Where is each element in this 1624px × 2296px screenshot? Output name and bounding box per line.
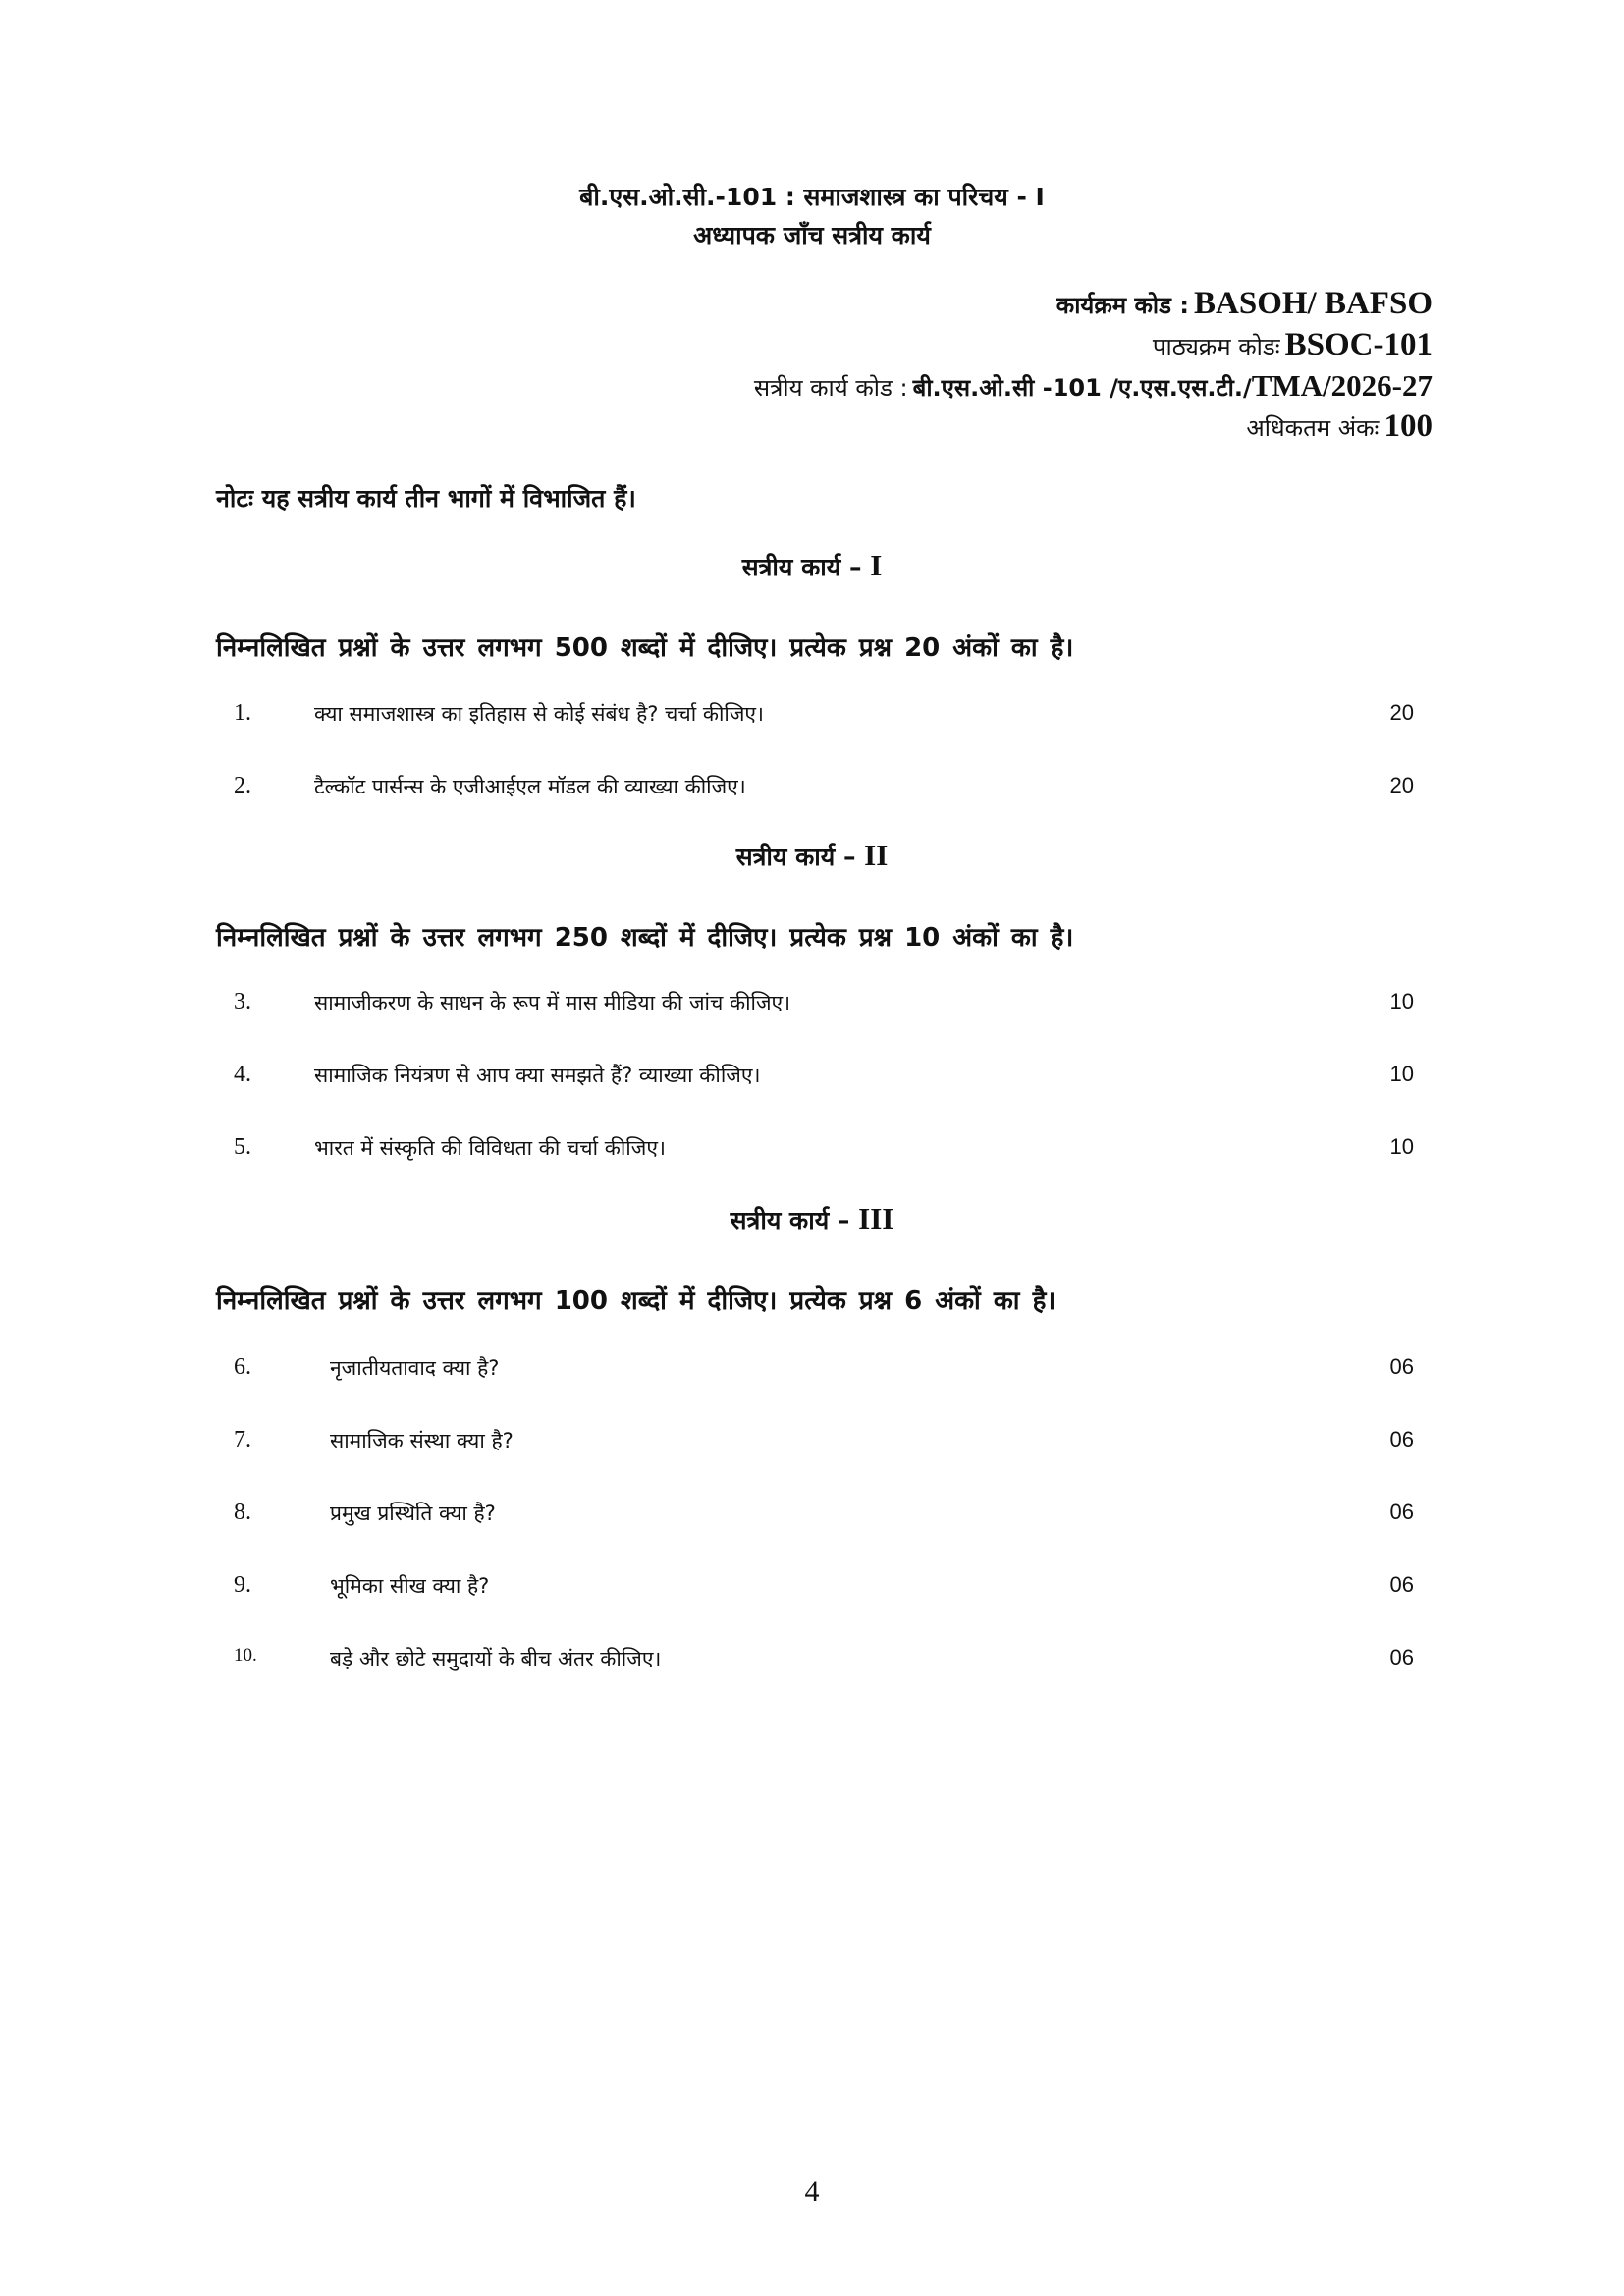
question-number: 9. bbox=[234, 1572, 251, 1598]
note-text: नोटः यह सत्रीय कार्य तीन भागों में विभाजित हैं। bbox=[216, 484, 636, 513]
question-text: बड़े और छोटे समुदायों के बीच अंतर कीजिए। bbox=[330, 1647, 662, 1670]
max-marks-value: 100 bbox=[1383, 409, 1433, 444]
question-marks: 06 bbox=[1389, 1645, 1414, 1669]
section-instruction-1: निम्नलिखित प्रश्नों के उत्तर लगभग 500 शब्दों में दीजिए। प्रत्येक प्रश्न 20 अंकों का है। bbox=[216, 633, 1074, 663]
question-marks: 06 bbox=[1389, 1354, 1414, 1379]
section-heading-label: सत्रीय कार्य – bbox=[735, 843, 856, 871]
section-heading-label: सत्रीय कार्य – bbox=[741, 553, 862, 581]
question-number: 4. bbox=[234, 1062, 251, 1087]
question-number: 6. bbox=[234, 1354, 251, 1380]
section-heading-2 bbox=[0, 838, 1624, 873]
question-number: 2. bbox=[234, 773, 251, 798]
question-text: टैल्कॉट पार्सन्स के एजीआईएल मॉडल की व्याख्या कीजिए। bbox=[314, 775, 746, 798]
question-text: सामाजीकरण के साधन के रूप में मास मीडिया की जांच कीजिए। bbox=[314, 991, 791, 1014]
question-marks: 10 bbox=[1389, 1062, 1414, 1086]
question-marks: 10 bbox=[1389, 1134, 1414, 1159]
question-number: 10. bbox=[234, 1645, 257, 1666]
course-code-value: BSOC-101 bbox=[1284, 327, 1433, 362]
section-numeral: II bbox=[864, 838, 889, 872]
programme-code-value: BASOH/ BAFSO bbox=[1194, 286, 1433, 321]
programme-code bbox=[1056, 286, 1433, 322]
section-numeral: III bbox=[858, 1201, 894, 1235]
question-marks: 20 bbox=[1389, 773, 1414, 797]
section-heading-3 bbox=[0, 1201, 1624, 1236]
assignment-code-label: सत्रीय कार्य कोड : bbox=[753, 374, 908, 402]
assignment-code-value-latin: TMA/2026-27 bbox=[1251, 368, 1433, 403]
question-number: 3. bbox=[234, 989, 251, 1014]
question-text: भूमिका सीख क्या है? bbox=[330, 1574, 490, 1598]
max-marks-label: अधिकतम अंकः bbox=[1246, 414, 1380, 442]
course-code bbox=[1153, 327, 1433, 363]
question-marks: 06 bbox=[1389, 1500, 1414, 1524]
question-text: क्या समाजशास्त्र का इतिहास से कोई संबंध है? चर्चा कीजिए। bbox=[314, 702, 765, 726]
page-number: 4 bbox=[804, 2175, 820, 2208]
document-subtitle: अध्यापक जाँच सत्रीय कार्य bbox=[693, 221, 931, 249]
section-instruction-3: निम्नलिखित प्रश्नों के उत्तर लगभग 100 शब्दों में दीजिए। प्रत्येक प्रश्न 6 अंकों का है। bbox=[216, 1286, 1056, 1316]
question-text: भारत में संस्कृति की विविधता की चर्चा कीजिए। bbox=[314, 1136, 666, 1160]
course-code-label: पाठ्यक्रम कोडः bbox=[1152, 333, 1280, 360]
question-marks: 06 bbox=[1389, 1427, 1414, 1451]
section-instruction-2: निम्नलिखित प्रश्नों के उत्तर लगभग 250 शब्दों में दीजिए। प्रत्येक प्रश्न 10 अंकों का है। bbox=[216, 923, 1074, 953]
section-heading-1 bbox=[0, 548, 1624, 583]
max-marks bbox=[1246, 409, 1433, 445]
question-text: सामाजिक नियंत्रण से आप क्या समझते हैं? व्याख्या कीजिए। bbox=[314, 1064, 761, 1087]
document-title: बी.एस.ओ.सी.-101 : समाजशास्त्र का परिचय - I bbox=[579, 183, 1045, 211]
section-numeral: I bbox=[870, 548, 883, 582]
question-number: 5. bbox=[234, 1134, 251, 1160]
question-text: सामाजिक संस्था क्या है? bbox=[330, 1429, 514, 1452]
section-heading-label: सत्रीय कार्य – bbox=[730, 1206, 850, 1234]
assignment-code bbox=[754, 368, 1433, 404]
question-text: प्रमुख प्रस्थिति क्या है? bbox=[330, 1502, 496, 1525]
question-number: 1. bbox=[234, 700, 251, 726]
question-marks: 20 bbox=[1389, 700, 1414, 725]
question-marks: 10 bbox=[1389, 989, 1414, 1013]
question-text: नृजातीयतावाद क्या है? bbox=[330, 1356, 500, 1380]
programme-code-label: कार्यक्रम कोड : bbox=[1056, 292, 1189, 319]
assignment-code-value-hindi: बी.एस.ओ.सी -101 /ए.एस.एस.टी./ bbox=[912, 374, 1252, 402]
question-number: 7. bbox=[234, 1427, 251, 1452]
question-marks: 06 bbox=[1389, 1572, 1414, 1597]
question-number: 8. bbox=[234, 1500, 251, 1525]
